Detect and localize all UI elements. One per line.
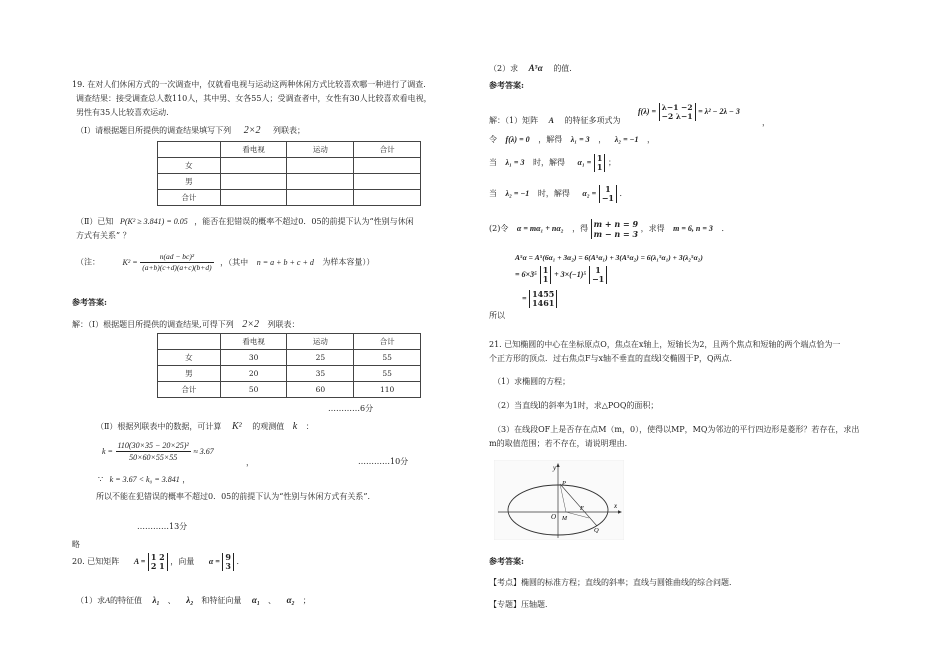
label-x: x (614, 502, 618, 510)
q21-part2: （2）当直线l的斜率为1时，求△POQ的面积； (493, 401, 659, 410)
equation-system: m + n = 9 m − n = 3 (591, 219, 638, 239)
q20-part1: （1）求A的特征值 λ₁ 、 λ₂ 和特征向量 α₁ 、 α₂ ； (76, 595, 311, 605)
ans20-line1-end: ， (762, 118, 770, 127)
calc-comma: ， (246, 458, 254, 467)
ans20-line8-label: 所以 (489, 311, 505, 320)
char-polynomial: f(λ) = λ−1 −2 −2 λ−1 = λ² − 2λ − 3 (638, 103, 740, 121)
label-y: y (553, 464, 557, 472)
table-row: 男 20 35 55 (158, 366, 421, 382)
k2-formula: $\frac{\text{n(ad − bc)²}}{(a+b)(c+d)(a+c)(b+d)}$ (142, 252, 212, 272)
q19-line1: 19. 在对人们休闲方式的一次调查中，仅就看电视与运动这两种休闲方式比较喜欢哪一种进行了调查. (72, 80, 426, 89)
ans20-line2: 令 f(λ) = 0 ，解得 λ₁ = 3 ， λ₂ = −1 ， (489, 135, 656, 144)
q19-part1: （Ⅰ）请根据题目所提供的调查结果填写下列 2×2 列联表； (76, 125, 306, 136)
ellipse-figure (494, 460, 624, 540)
answer-title-19: 参考答案: (72, 297, 107, 307)
ans19-conclusion: 所以不能在犯错误的概率不超过0．05的前提下认为“性别与休闲方式有关系”． (96, 492, 376, 501)
q19-part2-line2: 方式有关系” ？ (76, 231, 131, 240)
ans20-line3: 当 λ₁ = 3 时，解得 α₁ = 1 1 ； (489, 153, 616, 172)
q19-part2: （Ⅱ）已知 P(K² ≥ 3.841) = 0.05 ，能否在犯错误的概率不超过0．05的前提下认为“性别与休闲 (76, 217, 414, 226)
label-P: P (562, 480, 566, 487)
score-6: …………6分 (328, 404, 374, 413)
ans19-part2: （Ⅱ）根据列联表中的数据，可计算 K² 的观测值 k ： (96, 421, 314, 432)
ans20-line1: 解：（1）矩阵 A 的特征多项式为 (489, 116, 621, 125)
ans20-line6: A⁵α = A⁵(6α₁ + 3α₂) = 6(A⁵α₁) + 3(A⁵α₂) = 6(λ₁⁵α₁) + 3(λ₂⁵α₂) (515, 253, 703, 262)
q19-note: （注： K² = $\frac{\text{n(ad − bc)²}}{(a+b)(c+d)(a+c)(b+d)}$ ，（其中 n = a + b + c + d 为样本容量）） (76, 252, 375, 272)
score-13: …………13分 (137, 522, 188, 531)
table-header-row: 看电视 运动 合计 (158, 334, 421, 350)
q20-statement: 20. 已知矩阵 A = 1 2 2 1 ，向量 α = 9 3 ． (72, 552, 245, 571)
k-calculation: k = $\frac{\text{110(30×35 − 20×25)²}}{50\times 60\times 55\times 55}$ ≈ 3.67 (102, 441, 214, 462)
label-F: F (580, 505, 584, 512)
kaodian-line: 【考点】椭圆的标准方程；直线的斜率；直线与圆锥曲线的综合问题． (489, 578, 737, 587)
ans19-table (157, 333, 421, 398)
ans20-line4: 当 λ₂ = −1 时，解得 α₂ = 1 −1 ． (489, 184, 628, 203)
q21-part3-line1: （3）在线段OF上是否存在点M（m，0），使得以MP，MQ为邻边的平行四边形是菱形？若存在，求出 (493, 425, 860, 434)
ans20-result: = 1455 1461 (522, 290, 557, 308)
answer-title-20: 参考答案: (489, 80, 524, 90)
zhuanti-line: 【专题】压轴题． (489, 600, 553, 609)
table-row: 女 (158, 158, 421, 174)
table-row: 男 (158, 174, 421, 190)
ans20-line5: (2)令 α = mα₁ + nα₂ ，得 m + n = 9 m − n = 3 ，求得 m = 6, n = 3 ． (489, 219, 730, 239)
q21-line1: 21. 已知椭圆的中心在坐标原点O，焦点在x轴上，短轴长为2，且两个焦点和短轴的两个端点恰为一 (489, 340, 841, 349)
matrix-A: 1 2 2 1 (148, 553, 168, 571)
vector-alpha: 9 3 (222, 553, 234, 571)
q19-line2: 调查结果：接受调查总人数110人，其中男、女各55人；受调查者中，女性有30人比较喜欢看电视， (76, 94, 432, 103)
q21-line2: 个正方形的顶点．过右焦点F与x轴不垂直的直线l交椭圆于P，Q两点． (489, 354, 738, 363)
table-row: 女 30 25 55 (158, 350, 421, 366)
lue-text: 略 (72, 540, 80, 549)
label-O: O (551, 513, 557, 521)
table-header-row: 看电视 运动 合计 (158, 142, 421, 158)
table-row: 合计 (158, 190, 421, 206)
q21-part3-line2: m的取值范围；若不存在，请说明理由． (489, 439, 633, 448)
label-Q: Q (594, 527, 599, 534)
q21-part1: （1）求椭圆的方程； (493, 377, 571, 386)
ans19-part1: 解：（Ⅰ）根据题目所提供的调查结果,可得下列 2×2 列联表： (72, 319, 300, 330)
table-row: 合计 50 60 110 (158, 382, 421, 398)
score-10: …………10分 (358, 457, 409, 466)
label-M: M (562, 516, 567, 522)
ans20-line7: = 6×3⁵ 1 1 + 3×(−1)⁵ 1 −1 (515, 266, 607, 284)
q19-line3: 男性有35人比较喜欢运动. (76, 108, 169, 117)
answer-title-21: 参考答案: (489, 556, 524, 566)
q19-blank-table (157, 141, 421, 206)
therefore-line: ∵ k = 3.67 < k₀ = 3.841 ， (98, 475, 191, 484)
q20-part2: （2）求 A⁵α 的值. (489, 63, 572, 73)
